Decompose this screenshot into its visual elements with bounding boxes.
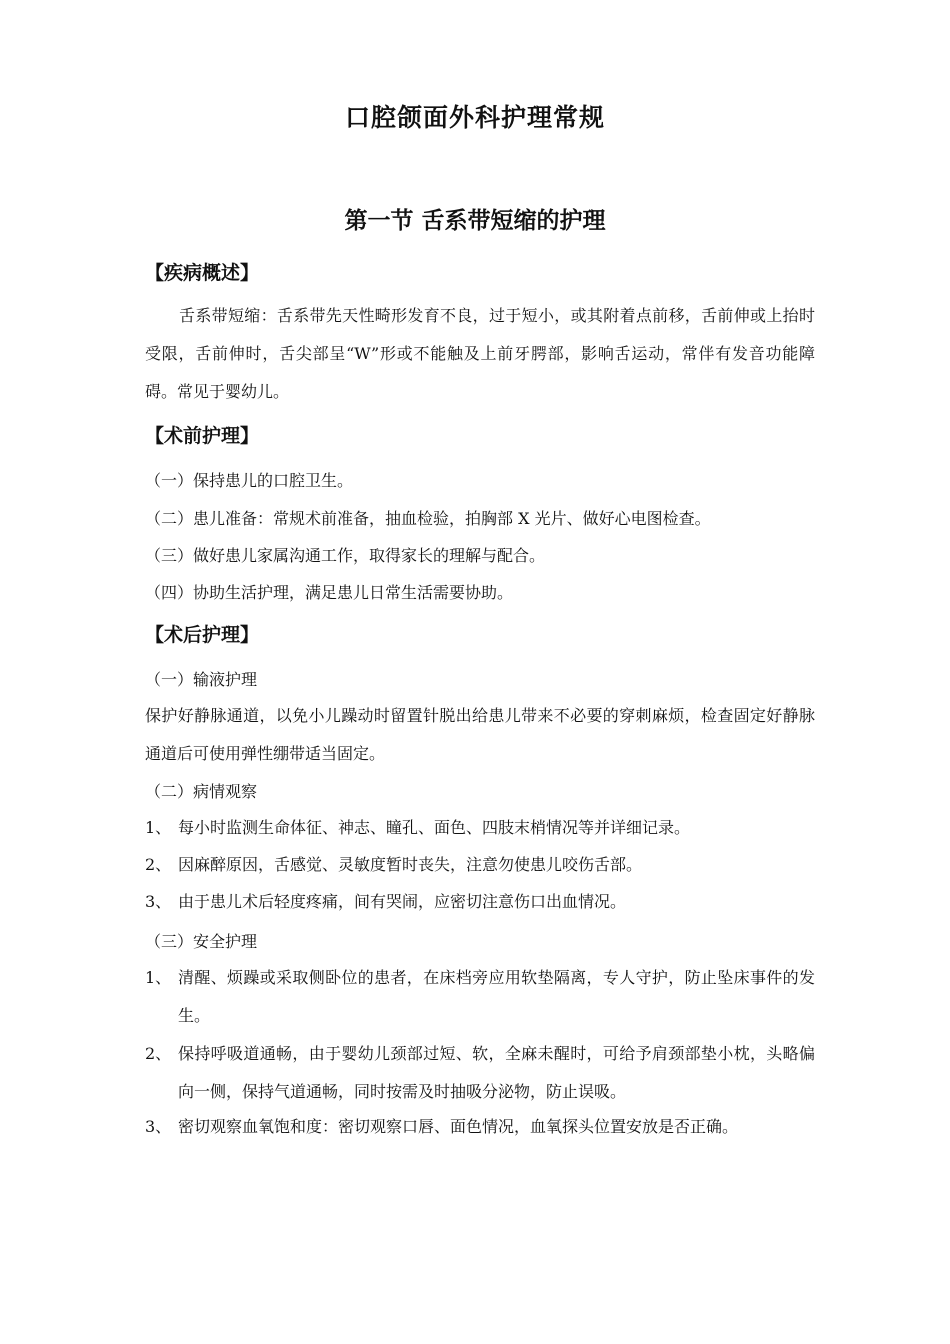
section-title: 第一节 舌系带短缩的护理 [344,208,606,234]
safety-item [145,1108,815,1146]
item-number: 3、 [145,892,172,911]
item-number: 1、 [145,968,172,987]
overview-paragraph: 舌系带短缩：舌系带先天性畸形发育不良，过于短小，或其附着点前移，舌前伸或上抬时受限，舌前伸时，舌尖部呈“W”形或不能触及上前牙腭部，影响舌运动，常伴有发音功能障碍。常见于婴幼儿。 [145,306,815,401]
preop-item: （三）做好患儿家属沟通工作，取得家长的理解与配合。 [145,546,546,565]
safety-item [145,1035,815,1111]
observation-title: （二）病情观察 [145,782,258,801]
item-text: 清醒、烦躁或采取侧卧位的患者，在床档旁应用软垫隔离，专人守护，防止坠床事件的发生。 [178,968,815,1025]
document-title: 口腔颌面外科护理常规 [344,103,605,132]
safety-item [145,959,815,1035]
item-number: 2、 [145,1044,172,1063]
item-text: 每小时监测生命体征、神志、瞳孔、面色、四肢末梢情况等并详细记录。 [178,818,691,837]
preop-heading: 【术前护理】 [145,425,260,447]
item-text: 由于患儿术后轻度疼痛，间有哭闹，应密切注意伤口出血情况。 [178,892,627,911]
overview-heading: 【疾病概述】 [145,262,260,284]
observation-item [145,809,815,847]
infusion-paragraph: 保护好静脉通道，以免小儿躁动时留置针脱出给患儿带来不必要的穿刺麻烦，检查固定好静脉通道后可使用弹性绷带适当固定。 [145,706,815,763]
item-text: 密切观察血氧饱和度：密切观察口唇、面色情况，血氧探头位置安放是否正确。 [178,1117,739,1136]
observation-item [145,883,815,921]
preop-item: （二）患儿准备：常规术前准备，抽血检验，拍胸部 X 光片、做好心电图检查。 [145,509,711,528]
item-number: 1、 [145,818,172,837]
item-text: 保持呼吸道通畅，由于婴幼儿颈部过短、软，全麻未醒时，可给予肩颈部垫小枕，头略偏向一侧，保持气道通畅，同时按需及时抽吸分泌物，防止误吸。 [178,1044,815,1101]
item-text: 因麻醉原因，舌感觉、灵敏度暂时丧失，注意勿使患儿咬伤舌部。 [178,855,643,874]
item-number: 2、 [145,855,172,874]
infusion-title: （一）输液护理 [145,670,258,689]
safety-title: （三）安全护理 [145,932,258,951]
observation-item [145,846,815,884]
preop-item: （一）保持患儿的口腔卫生。 [145,471,354,490]
postop-heading: 【术后护理】 [145,624,260,646]
item-number: 3、 [145,1117,172,1136]
preop-item: （四）协助生活护理，满足患儿日常生活需要协助。 [145,583,514,602]
